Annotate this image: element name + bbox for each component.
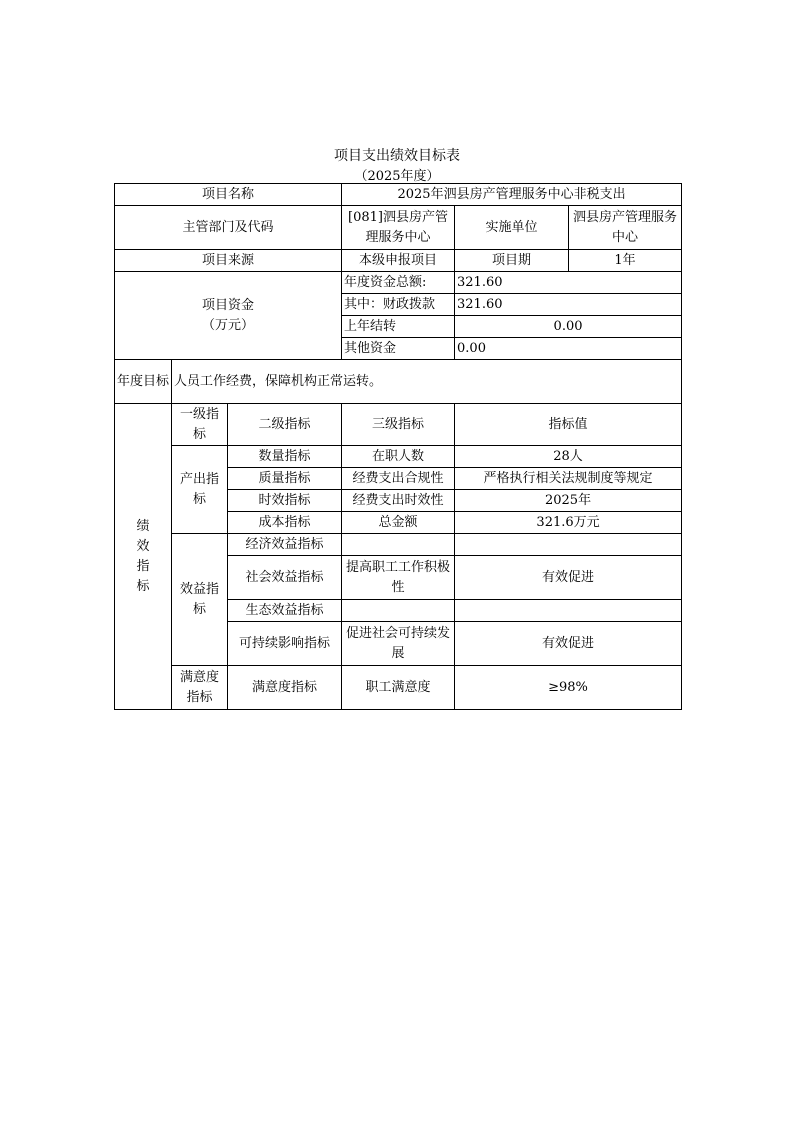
project-funds-label-cell [115, 272, 342, 360]
indicator-level3: 经费支出合规性 [342, 468, 455, 490]
indicator-value [455, 600, 682, 622]
header-level3: 三级指标 [342, 404, 455, 446]
indicator-level2: 满意度指标 [228, 666, 342, 710]
document-subtitle: （2025年度） [354, 169, 440, 184]
indicator-value: 严格执行相关法规制度等规定 [455, 468, 682, 490]
department-value: [081]泗县房产管理服务中心 [342, 206, 455, 250]
annual-goal-row [115, 360, 682, 404]
funds-total-value: 321.60 [455, 272, 682, 294]
funds-total-label: 年度资金总额: [342, 272, 455, 294]
benefit-indicators-label: 效益指标 [172, 534, 228, 666]
indicator-level3: 经费支出时效性 [342, 490, 455, 512]
annual-goal-label: 年度目标 [115, 360, 172, 404]
indicator-value: 有效促进 [455, 622, 682, 666]
funds-fiscal-value: 321.60 [455, 294, 682, 316]
indicator-level3: 总金额 [342, 512, 455, 534]
project-funds-label: 项目资金 [202, 297, 255, 313]
document-title: 项目支出绩效目标表 [334, 148, 460, 164]
indicator-value: 28人 [455, 446, 682, 468]
department-label: 主管部门及代码 [115, 206, 342, 250]
funds-fiscal-label: 其中：财政拨款 [342, 294, 455, 316]
implementing-unit-label: 实施单位 [455, 206, 569, 250]
indicator-value: ≥98% [455, 666, 682, 710]
header-level2: 二级指标 [228, 404, 342, 446]
indicator-row [115, 446, 682, 468]
project-period-value: 1年 [569, 250, 682, 272]
funds-carryover-label: 上年结转 [342, 316, 455, 338]
indicator-level2: 成本指标 [228, 512, 342, 534]
indicator-value: 2025年 [455, 490, 682, 512]
annual-goal-text: 人员工作经费，保障机构正常运转。 [172, 360, 682, 404]
satisfaction-indicators-label: 满意度指标 [172, 666, 228, 710]
indicator-value [455, 534, 682, 556]
funds-row [115, 272, 682, 294]
performance-indicators-label: 绩效指标 [136, 518, 150, 594]
header-level1: 一级指标 [172, 404, 228, 446]
output-indicators-label: 产出指标 [172, 446, 228, 534]
indicator-level3: 在职人数 [342, 446, 455, 468]
indicator-level2: 数量指标 [228, 446, 342, 468]
indicator-value: 321.6万元 [455, 512, 682, 534]
indicator-level3: 促进社会可持续发展 [342, 622, 455, 666]
performance-goal-table [114, 183, 682, 710]
source-row [115, 250, 682, 272]
indicator-level2: 时效指标 [228, 490, 342, 512]
project-funds-unit: （万元） [202, 317, 255, 333]
implementing-unit-value: 泗县房产管理服务中心 [569, 206, 682, 250]
project-period-label: 项目期 [455, 250, 569, 272]
department-row [115, 206, 682, 250]
indicator-level2: 生态效益指标 [228, 600, 342, 622]
indicator-level3: 职工满意度 [342, 666, 455, 710]
performance-indicators-label-cell [115, 404, 172, 710]
indicator-row [115, 534, 682, 556]
indicator-level2: 可持续影响指标 [228, 622, 342, 666]
funds-other-value: 0.00 [455, 338, 682, 360]
indicator-level3 [342, 600, 455, 622]
funds-carryover-value: 0.00 [455, 316, 682, 338]
header-value: 指标值 [455, 404, 682, 446]
funds-other-label: 其他资金 [342, 338, 455, 360]
indicator-level3 [342, 534, 455, 556]
indicator-header-row [115, 404, 682, 446]
project-source-label: 项目来源 [115, 250, 342, 272]
indicator-level2: 质量指标 [228, 468, 342, 490]
indicator-row [115, 666, 682, 710]
indicator-value: 有效促进 [455, 556, 682, 600]
indicator-level3: 提高职工工作积极性 [342, 556, 455, 600]
indicator-level2: 经济效益指标 [228, 534, 342, 556]
project-name-label: 项目名称 [115, 184, 342, 206]
project-name-value: 2025年泗县房产管理服务中心非税支出 [342, 184, 682, 206]
project-source-value: 本级申报项目 [342, 250, 455, 272]
project-name-row [115, 184, 682, 206]
indicator-level2: 社会效益指标 [228, 556, 342, 600]
